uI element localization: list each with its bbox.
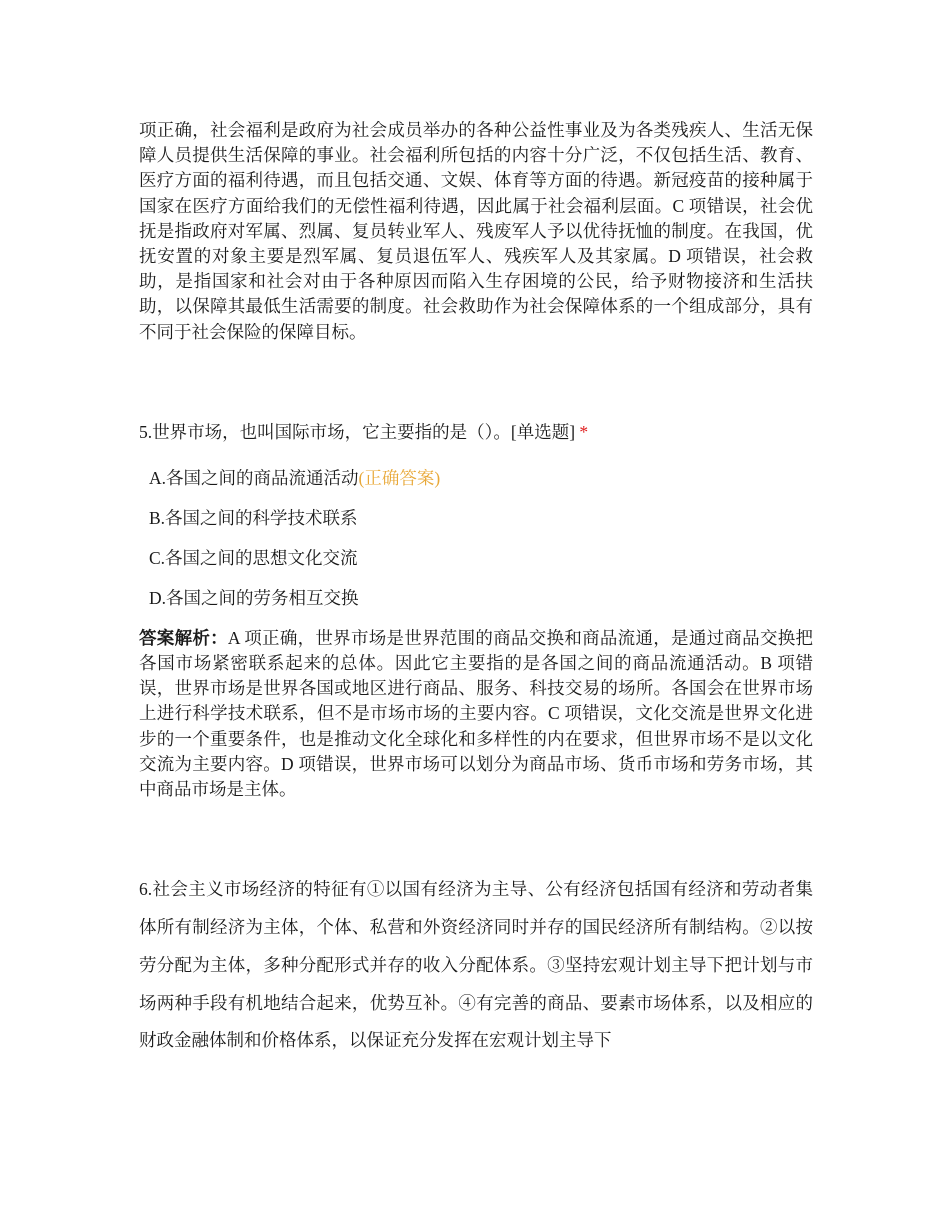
question-5-options: [139, 466, 813, 626]
analysis-text: A 项正确，世界市场是世界范围的商品交换和商品流通，是通过商品交换把各国市场紧密联系起来的总体。因此它主要指的是各国之间的商品流通活动。B 项错误，世界市场是世界各国或地区进行商品、服务、科技交易的场所。各国会在世界市场上进行科学技术联系，但不是市场市场的主要内容。C 项错误，文化交流是世界文化进步的一个重要条件，也是推动文化全球化和多样性的内在要求，但世界市场不是以文化交流为主要内容。D 项错误，世界市场可以划分为商品市场、货币市场和劳务市场，其中商品市场是主体。: [139, 627, 814, 800]
document-page: [139, 118, 813, 1060]
question-6-text: 6.社会主义市场经济的特征有①以国有经济为主导、公有经济包括国有经济和劳动者集体所有制经济为主体，个体、私营和外资经济同时并存的国民经济所有制结构。②以按劳分配为主体，多种分配形式并存的收入分配体系。③坚持宏观计划主导下把计划与市场两种手段有机地结合起来，优势互补。④有完善的商品、要素市场体系，以及相应的财政金融体制和价格体系，以保证充分发挥在宏观计划主导下: [139, 879, 813, 1051]
option-d[interactable]: [139, 586, 813, 626]
option-b[interactable]: [139, 506, 813, 546]
question-5-analysis: [139, 626, 813, 802]
required-asterisk: *: [579, 421, 589, 442]
option-b-label: B.各国之间的科学技术联系: [149, 507, 358, 528]
correct-answer-tag: (正确答案): [358, 467, 441, 488]
option-c-label: C.各国之间的思想文化交流: [149, 547, 358, 568]
previous-question-analysis: 项正确，社会福利是政府为社会成员举办的各种公益性事业及为各类残疾人、生活无保障人员提供生活保障的事业。社会福利所包括的内容十分广泛，不仅包括生活、教育、医疗方面的福利待遇，而且包括交通、文娱、体育等方面的待遇。新冠疫苗的接种属于国家在医疗方面给我们的无偿性福利待遇，因此属于社会福利层面。C 项错误，社会优抚是指政府对军属、烈属、复员转业军人、残废军人予以优待抚恤的制度。在我国，优抚安置的对象主要是烈军属、复员退伍军人、残疾军人及其家属。D 项错误，社会救助，是指国家和社会对由于各种原因而陷入生存困境的公民，给予财物接济和生活扶助，以保障其最低生活需要的制度。社会救助作为社会保障体系的一个组成部分，具有不同于社会保险的保障目标。: [139, 120, 813, 342]
analysis-label: 答案解析：: [139, 627, 228, 648]
question-5-title-text: 5.世界市场，也叫国际市场，它主要指的是（）。[单选题]: [139, 421, 576, 442]
option-d-label: D.各国之间的劳务相互交换: [149, 587, 359, 608]
option-a[interactable]: [139, 466, 813, 506]
option-a-label: A.各国之间的商品流通活动: [149, 467, 359, 488]
question-5-title: [139, 420, 813, 445]
option-c[interactable]: [139, 546, 813, 586]
